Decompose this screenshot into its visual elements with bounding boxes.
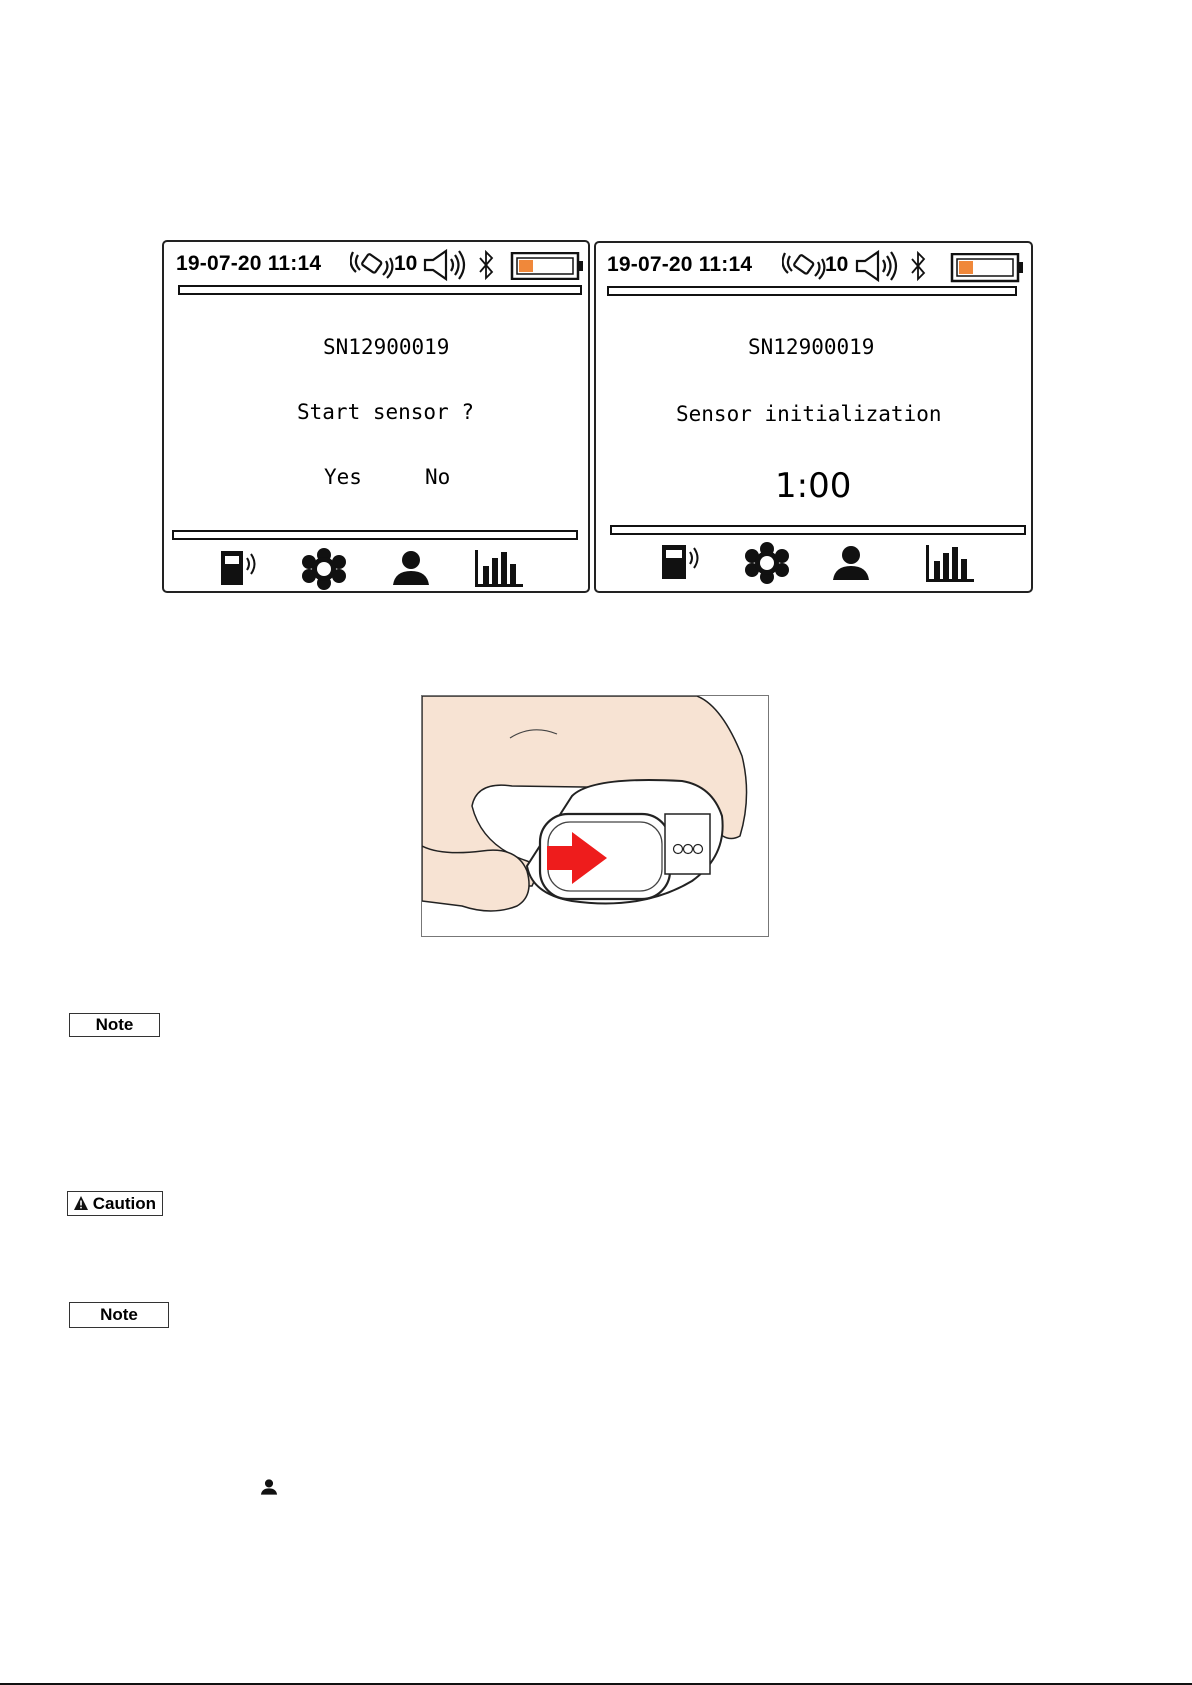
user-icon[interactable] [831,546,871,580]
no-option[interactable]: No [425,465,451,489]
caution-label [67,1191,163,1216]
signal-value: 10 [394,252,418,275]
bottom-divider-bar [172,530,578,540]
top-divider-bar [178,285,582,295]
top-divider-bar [607,286,1017,296]
flower-settings-icon[interactable] [301,548,347,590]
start-sensor-prompt: Start sensor ? [297,400,475,424]
sensor-signal-icon [782,250,826,282]
serial-number: SN12900019 [323,335,450,359]
fuel-pump-signal-icon[interactable] [219,548,261,588]
bottom-divider-bar [610,525,1026,535]
user-icon [260,1478,278,1496]
user-icon[interactable] [391,551,431,585]
hand-inserting-sensor-illustration [422,696,769,937]
note-label: Note [69,1013,160,1037]
status-bar [596,243,1031,283]
bar-chart-icon[interactable] [474,548,524,588]
speaker-icon [422,248,470,282]
status-bar [164,242,588,282]
yes-option[interactable]: Yes [324,465,362,489]
signal-value: 10 [825,253,849,276]
bar-chart-icon[interactable] [922,543,978,583]
fuel-pump-signal-icon[interactable] [660,542,706,582]
initialization-message: Sensor initialization [676,402,942,426]
datetime: 19-07-20 11:14 [607,253,753,276]
sensor-signal-icon [350,249,394,281]
device-screen-start-sensor [162,240,590,593]
datetime: 19-07-20 11:14 [176,252,322,275]
speaker-icon [854,249,902,283]
sensor-insertion-illustration [421,695,769,937]
countdown-timer: 1:00 [775,466,852,506]
battery-icon [510,252,585,280]
serial-number: SN12900019 [748,335,875,359]
bluetooth-icon [908,251,928,281]
note-label: Note [69,1302,169,1328]
battery-icon [950,253,1025,283]
warning-triangle-icon [74,1196,88,1210]
caution-text: Caution [92,1194,156,1213]
device-screen-initialization [594,241,1033,593]
bluetooth-icon [476,250,496,280]
flower-settings-icon[interactable] [743,542,791,584]
